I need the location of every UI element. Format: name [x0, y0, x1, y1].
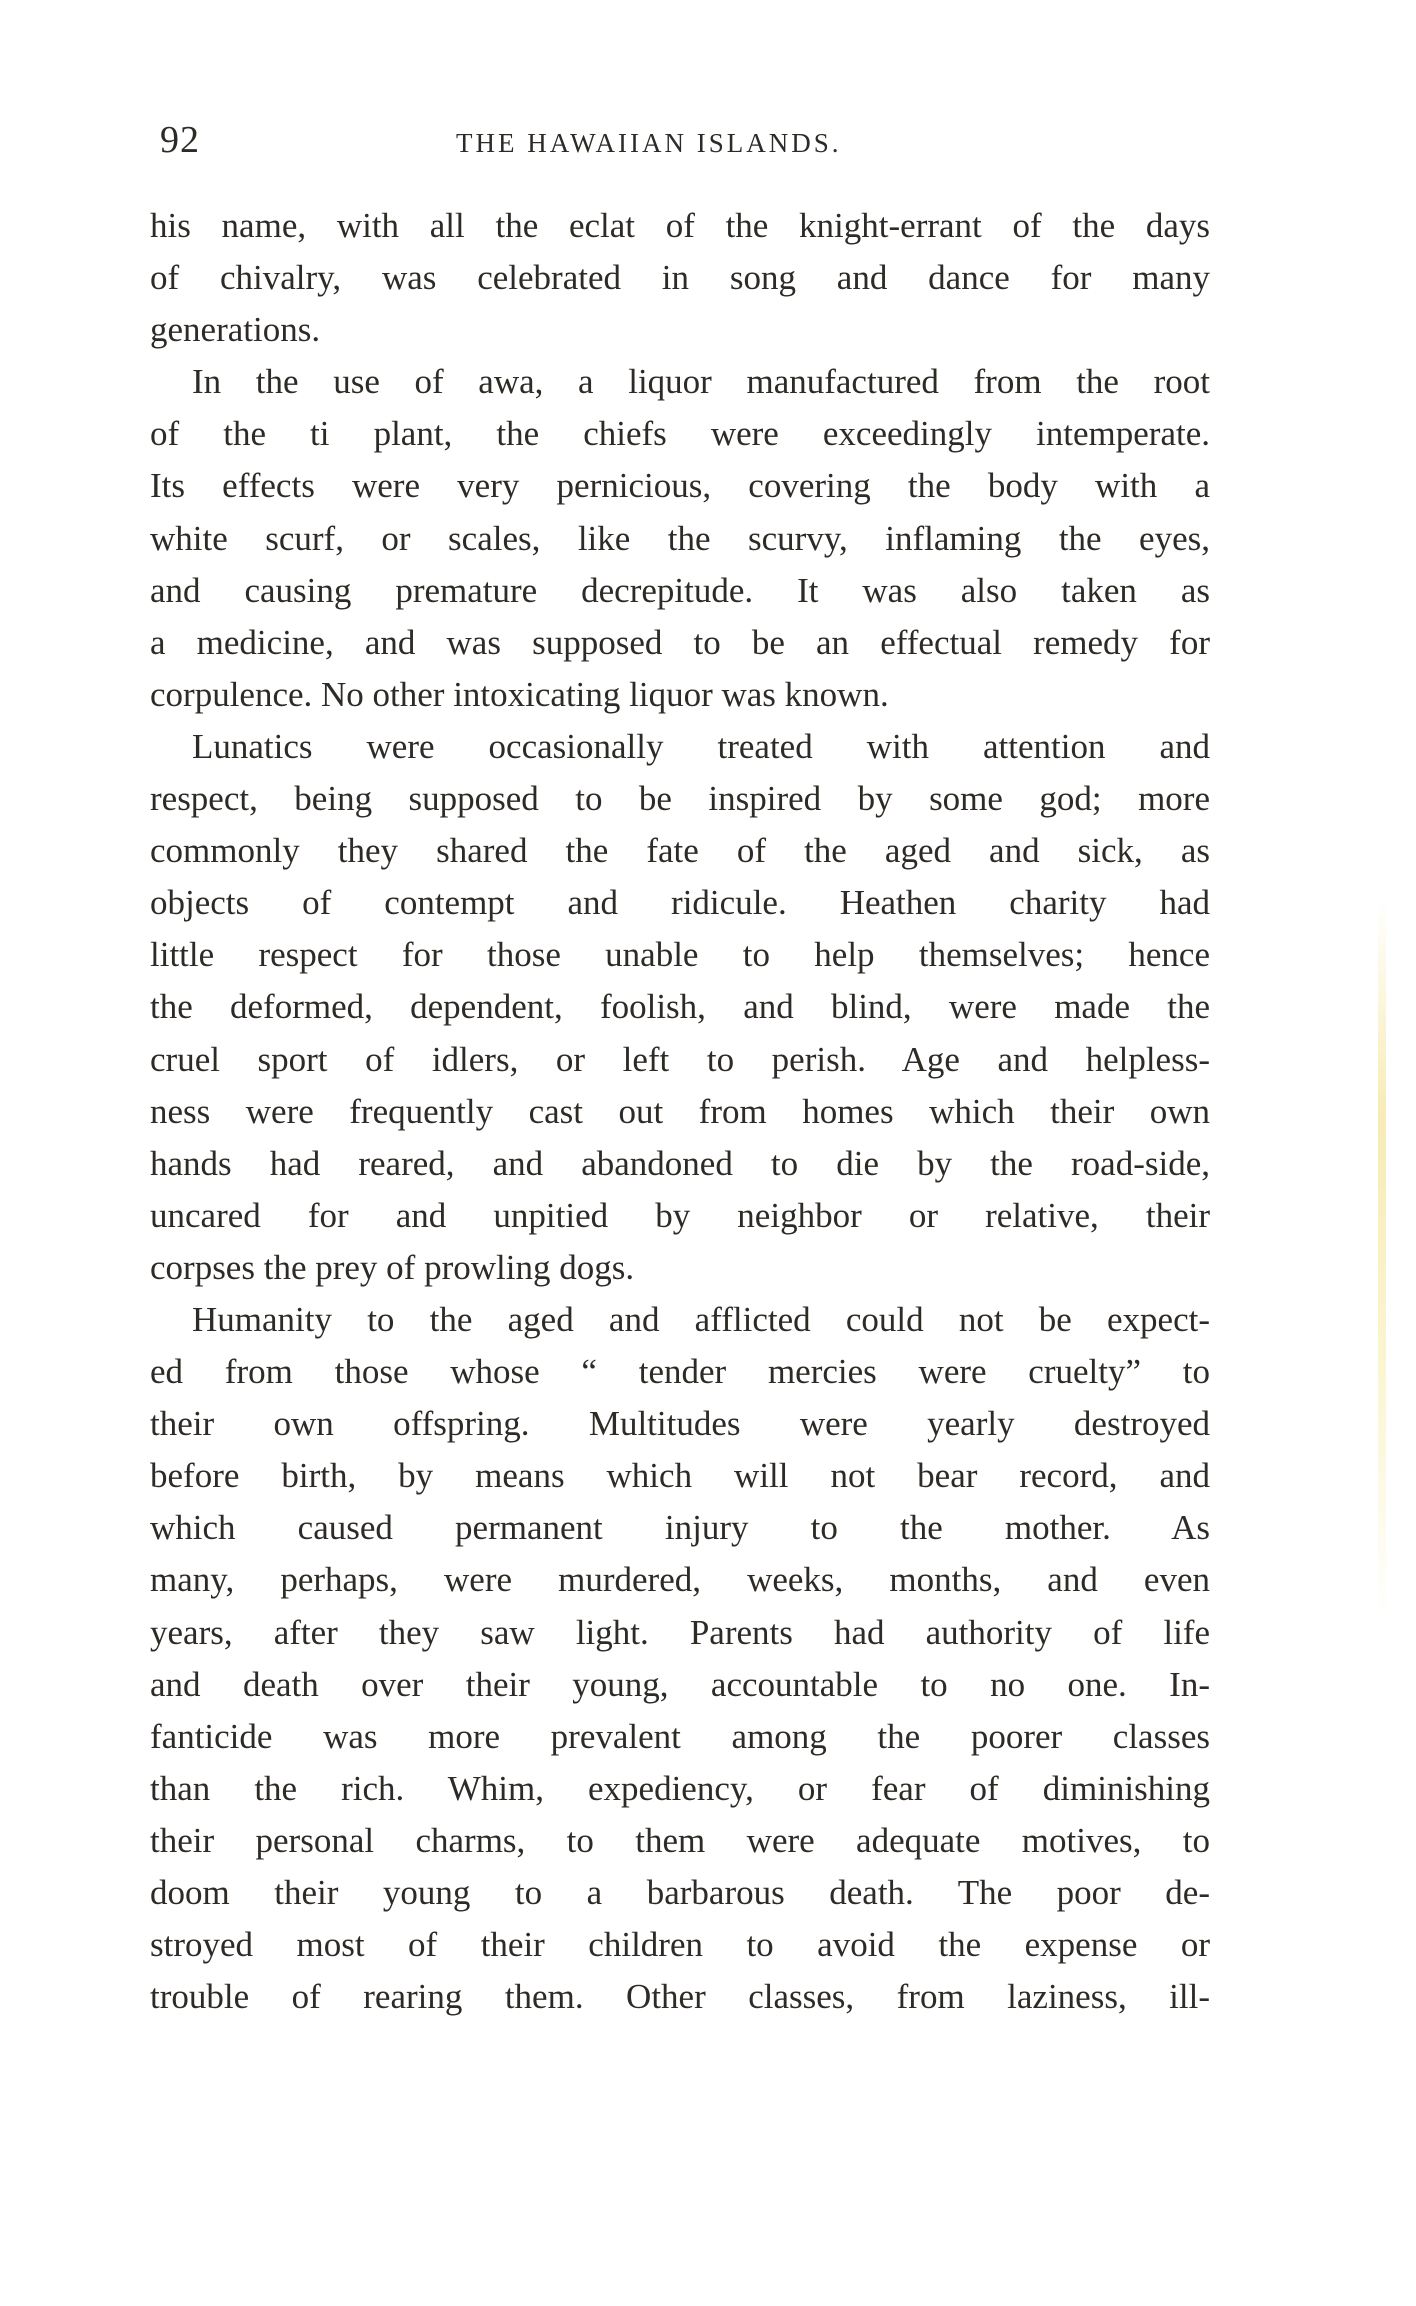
body-text — [150, 200, 1210, 2023]
text-line: hands had reared, and abandoned to die by the road-side, — [150, 1143, 1210, 1183]
running-head: THE HAWAIIAN ISLANDS. — [456, 128, 842, 158]
text-line: doom their young to a barbarous death. The poor de- — [150, 1873, 1210, 1912]
text-line: Its effects were very pernicious, covering the body with a — [150, 466, 1210, 506]
text-line: years, after they saw light. Parents had authority of life — [150, 1612, 1210, 1652]
text-line: In the use of awa, a liquor manufactured from the root — [192, 362, 1210, 402]
text-line: the deformed, dependent, foolish, and blind, were made the — [150, 987, 1210, 1027]
text-line: little respect for those unable to help themselves; hence — [150, 935, 1210, 975]
text-line: objects of contempt and ridicule. Heathen charity had — [150, 883, 1210, 923]
text-line: corpulence. No other intoxicating liquor was known. — [150, 674, 889, 714]
text-line: respect, being supposed to be inspired by some god; more — [150, 779, 1210, 819]
text-line: fanticide was more prevalent among the poorer classes — [150, 1716, 1210, 1756]
text-line: of the ti plant, the chiefs were exceedingly intemperate. — [150, 414, 1210, 454]
text-line: their personal charms, to them were adequate motives, to — [150, 1820, 1210, 1860]
text-line: and death over their young, accountable to no one. In- — [150, 1664, 1210, 1704]
text-line: than the rich. Whim, expediency, or fear of diminishing — [150, 1768, 1210, 1808]
text-line: ed from those whose “ tender mercies were cruelty” to — [150, 1352, 1210, 1392]
page-header — [150, 118, 1200, 168]
text-line: ness were frequently cast out from homes which their own — [150, 1091, 1210, 1131]
text-line: before birth, by means which will not bear record, and — [150, 1456, 1210, 1496]
text-line: cruel sport of idlers, or left to perish. Age and helpless- — [150, 1039, 1210, 1079]
text-line: trouble of rearing them. Other classes, from laziness, ill- — [150, 1977, 1210, 2017]
text-line: his name, with all the eclat of the knight-errant of the days — [150, 206, 1210, 245]
text-line: Lunatics were occasionally treated with attention and — [192, 726, 1210, 766]
text-line: a medicine, and was supposed to be an effectual remedy for — [150, 622, 1210, 662]
text-line: many, perhaps, were murdered, weeks, months, and even — [150, 1560, 1210, 1600]
text-line: white scurf, or scales, like the scurvy, inflaming the eyes, — [150, 518, 1210, 558]
text-line: of chivalry, was celebrated in song and dance for many — [150, 258, 1210, 298]
text-line: uncared for and unpitied by neighbor or relative, their — [150, 1195, 1210, 1235]
text-line: corpses the prey of prowling dogs. — [150, 1247, 635, 1287]
text-line: Humanity to the aged and afflicted could not be expect- — [192, 1299, 1210, 1339]
paper-stain — [1378, 900, 1386, 1620]
page-number: 92 — [160, 119, 200, 161]
text-line: which caused permanent injury to the mother. As — [150, 1508, 1210, 1548]
text-line: and causing premature decrepitude. It was also taken as — [150, 570, 1210, 610]
text-line: their own offspring. Multitudes were yearly destroyed — [150, 1404, 1210, 1444]
text-line: commonly they shared the fate of the aged and sick, as — [150, 831, 1210, 871]
text-line: stroyed most of their children to avoid the expense or — [150, 1925, 1210, 1965]
text-line: generations. — [150, 310, 321, 350]
